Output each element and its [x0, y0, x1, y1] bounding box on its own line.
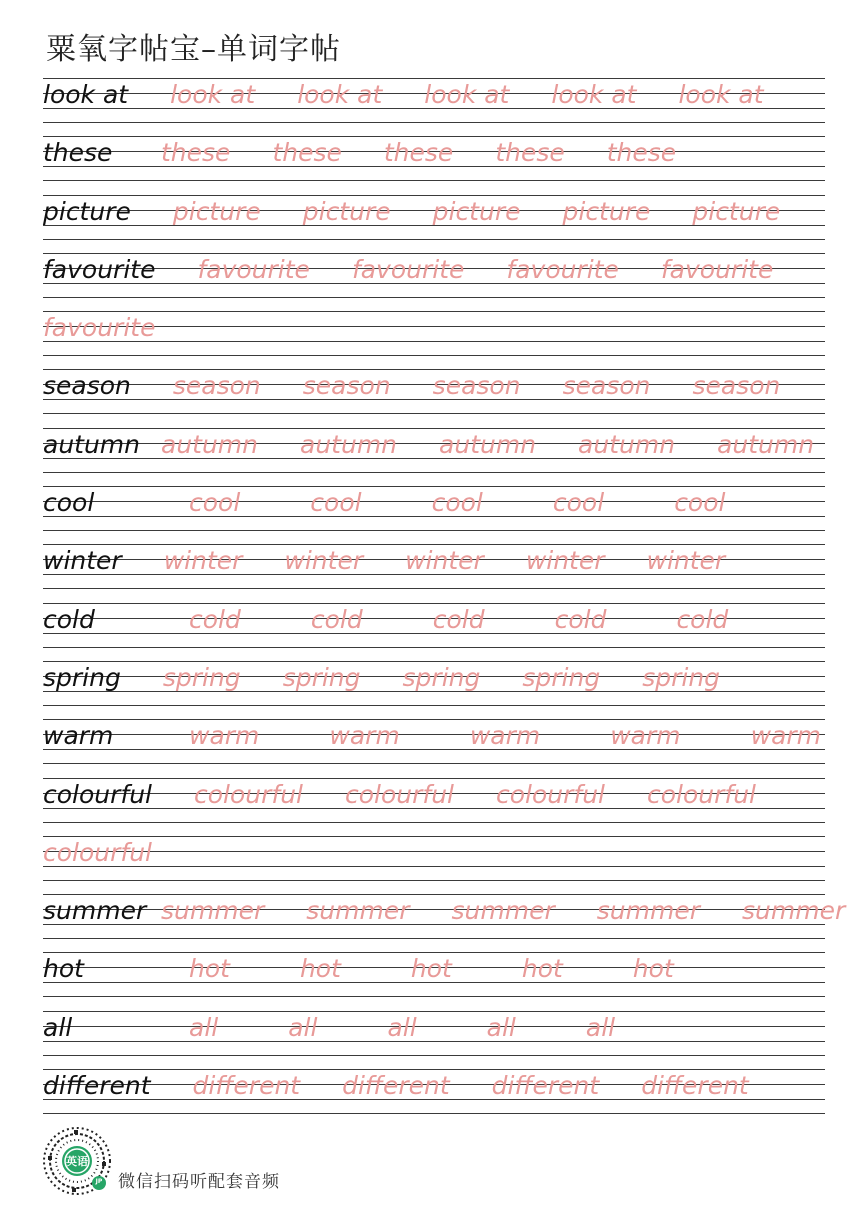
- trace-word: all: [189, 1012, 219, 1042]
- word-cells: [43, 138, 825, 167]
- word-cells: [43, 197, 825, 226]
- word-cells: [43, 780, 825, 809]
- trace-word: these: [161, 138, 231, 168]
- model-word: all: [43, 1012, 73, 1042]
- trace-word: hot: [410, 954, 452, 984]
- practice-row: [43, 647, 825, 705]
- ruling-line: [43, 544, 825, 545]
- trace-word: cold: [554, 604, 607, 634]
- word-cells: [43, 80, 825, 109]
- practice-sheet: [43, 64, 846, 1113]
- trace-word: picture: [562, 196, 651, 226]
- word-cells: [43, 430, 825, 459]
- trace-word: winter: [163, 546, 243, 576]
- trace-word: different: [342, 1071, 450, 1101]
- trace-word: different: [491, 1071, 600, 1101]
- trace-word: spring: [162, 662, 241, 692]
- trace-word: colourful: [496, 779, 605, 809]
- word-cells: [43, 663, 825, 692]
- trace-word: all: [387, 1012, 417, 1042]
- word-cells: [43, 313, 825, 342]
- trace-word: hot: [632, 954, 674, 984]
- trace-word: season: [302, 371, 391, 401]
- ruling-line: [43, 136, 825, 137]
- ruling-line: [43, 952, 825, 953]
- trace-word: autumn: [300, 429, 398, 459]
- trace-word: these: [606, 138, 677, 168]
- ruling-line: [43, 1113, 825, 1114]
- ruling-line: [43, 253, 825, 254]
- trace-word: colourful: [647, 779, 756, 809]
- trace-word: warm: [329, 721, 400, 751]
- trace-word: picture: [692, 196, 781, 226]
- trace-word: favourite: [506, 254, 619, 284]
- practice-row: [43, 938, 825, 996]
- qr-code[interactable]: [42, 1126, 112, 1196]
- trace-word: look at: [424, 80, 510, 109]
- word-cells: [43, 954, 825, 983]
- trace-word: season: [692, 371, 781, 401]
- trace-word: look at: [297, 80, 383, 109]
- model-word: picture: [43, 196, 131, 226]
- trace-word: cold: [189, 604, 241, 634]
- trace-word: picture: [172, 196, 261, 226]
- practice-row: [43, 589, 825, 647]
- model-word: autumn: [43, 429, 141, 459]
- ruling-line: [43, 778, 825, 779]
- word-cells: [43, 546, 825, 575]
- trace-word: warm: [469, 721, 541, 751]
- word-cells: [43, 896, 846, 926]
- trace-word: different: [641, 1071, 749, 1101]
- trace-word: winter: [405, 546, 484, 576]
- trace-word: season: [432, 371, 521, 401]
- ruling-line: [43, 836, 825, 837]
- trace-word: cold: [676, 604, 729, 634]
- word-cells: [43, 1071, 825, 1100]
- trace-word: cool: [674, 488, 726, 518]
- trace-word: warm: [750, 721, 822, 751]
- trace-word: winter: [525, 546, 605, 576]
- trace-word: warm: [189, 721, 260, 751]
- trace-word: autumn: [717, 429, 815, 459]
- practice-row: [43, 297, 825, 355]
- trace-word: different: [192, 1071, 301, 1101]
- trace-word: cool: [310, 488, 362, 518]
- practice-row: [43, 122, 825, 180]
- practice-row: [43, 355, 825, 413]
- trace-word: summer: [742, 896, 846, 926]
- model-word: spring: [43, 662, 121, 692]
- qr-corner-label: JP: [95, 1178, 103, 1185]
- trace-word: these: [495, 138, 565, 168]
- trace-word: cold: [310, 604, 363, 634]
- practice-row: [43, 239, 825, 297]
- trace-word: these: [383, 138, 454, 168]
- ruling-line: [43, 894, 825, 895]
- ruling-line: [43, 661, 825, 662]
- practice-row: [43, 764, 825, 822]
- trace-word: these: [272, 138, 342, 168]
- ruling-line: [43, 428, 825, 429]
- model-word: summer: [43, 896, 147, 926]
- trace-word: look at: [170, 80, 256, 109]
- trace-word: winter: [284, 546, 364, 576]
- ruling-line: [43, 195, 825, 196]
- trace-word: favourite: [197, 254, 310, 284]
- practice-row: [43, 705, 825, 763]
- trace-word: picture: [432, 196, 521, 226]
- model-word: favourite: [43, 254, 156, 284]
- trace-word: spring: [642, 662, 721, 692]
- model-word: these: [43, 138, 113, 168]
- trace-word: autumn: [578, 429, 676, 459]
- model-word: hot: [43, 954, 84, 984]
- trace-word: season: [562, 371, 651, 401]
- practice-row: [43, 530, 825, 588]
- model-word: colourful: [43, 779, 152, 809]
- trace-word: colourful: [194, 779, 303, 809]
- trace-word: favourite: [43, 313, 156, 343]
- word-cells: [43, 488, 825, 517]
- trace-word: favourite: [351, 254, 465, 284]
- trace-word: summer: [451, 896, 555, 926]
- trace-word: look at: [678, 80, 764, 109]
- trace-word: all: [585, 1012, 616, 1042]
- ruling-line: [43, 486, 825, 487]
- trace-word: winter: [646, 546, 726, 576]
- word-cells: [43, 255, 825, 284]
- ruling-line: [43, 369, 825, 370]
- trace-word: hot: [299, 954, 341, 984]
- practice-row: [43, 997, 825, 1055]
- model-word: different: [43, 1071, 151, 1101]
- qr-badge: 英语: [66, 1155, 88, 1168]
- trace-word: colourful: [43, 837, 152, 867]
- trace-word: autumn: [161, 429, 259, 459]
- ruling-line: [43, 311, 825, 312]
- ruling-line: [43, 78, 825, 79]
- trace-word: cool: [431, 488, 483, 518]
- ruling-line: [43, 603, 825, 604]
- trace-word: autumn: [439, 429, 537, 459]
- trace-word: season: [172, 371, 261, 401]
- model-word: cool: [43, 488, 95, 518]
- trace-word: summer: [306, 896, 410, 926]
- model-word: winter: [43, 546, 122, 576]
- model-word: season: [43, 371, 131, 401]
- trace-word: spring: [522, 662, 601, 692]
- trace-word: hot: [521, 954, 563, 984]
- practice-row: [43, 1055, 825, 1113]
- practice-row: [43, 64, 825, 122]
- footer: [42, 1126, 280, 1196]
- word-cells: [43, 371, 825, 400]
- trace-word: spring: [402, 662, 481, 692]
- trace-word: all: [486, 1012, 516, 1042]
- practice-row: [43, 880, 846, 938]
- trace-word: all: [288, 1012, 318, 1042]
- model-word: look at: [43, 80, 129, 109]
- word-cells: [43, 1013, 825, 1042]
- trace-word: cool: [189, 488, 241, 518]
- trace-word: colourful: [345, 779, 454, 809]
- trace-word: favourite: [660, 254, 774, 284]
- trace-word: summer: [596, 896, 700, 926]
- word-cells: [43, 605, 825, 634]
- trace-word: spring: [282, 662, 361, 692]
- practice-row: [43, 822, 825, 880]
- trace-word: cool: [552, 488, 605, 518]
- ruling-line: [43, 1069, 825, 1070]
- model-word: cold: [43, 604, 95, 634]
- trace-word: warm: [610, 721, 681, 751]
- trace-word: summer: [161, 896, 265, 926]
- page-title: 粟氧字帖宝–单词字帖: [46, 32, 341, 67]
- trace-word: picture: [302, 196, 391, 226]
- practice-row: [43, 414, 825, 472]
- ruling-line: [43, 719, 825, 720]
- ruling-line: [43, 1011, 825, 1012]
- word-cells: [43, 721, 825, 750]
- word-cells: [43, 838, 825, 867]
- trace-word: cold: [432, 604, 485, 634]
- scan-instruction: 微信扫码听配套音频: [118, 1172, 280, 1192]
- practice-row: [43, 472, 825, 530]
- model-word: warm: [43, 721, 114, 751]
- practice-row: [43, 181, 825, 239]
- trace-word: hot: [189, 954, 230, 984]
- trace-word: look at: [551, 80, 637, 109]
